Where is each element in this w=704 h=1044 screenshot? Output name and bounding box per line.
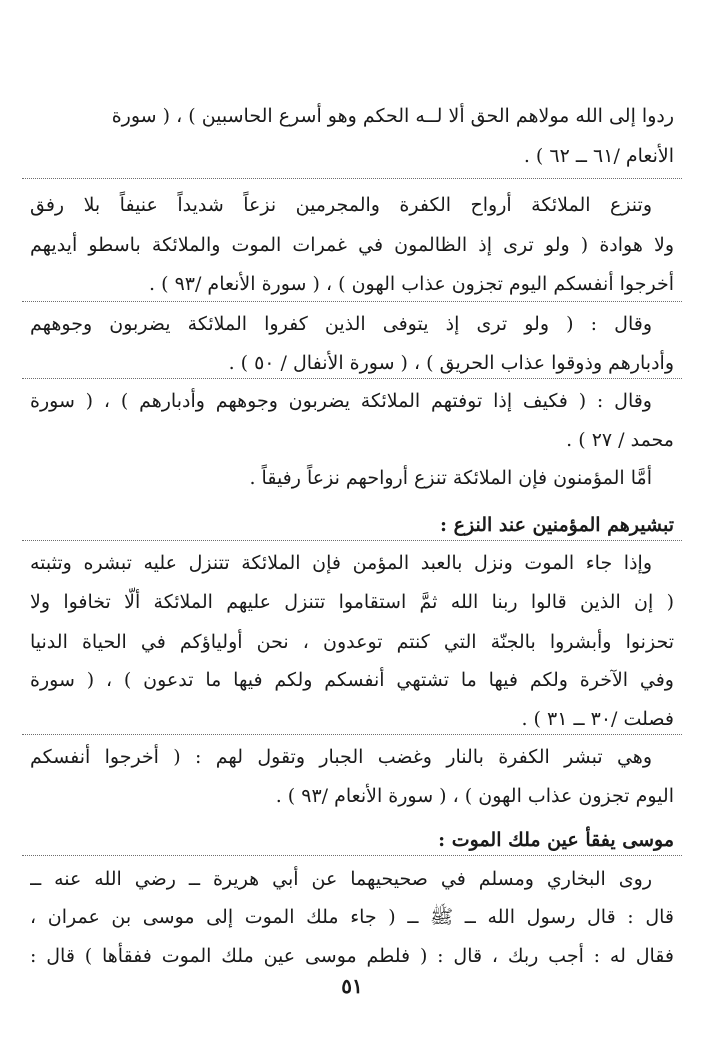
- text-line: وإذا جاء الموت ونزل بالعبد المؤمن فإن الملائكة تتنزل عليه تبشره وتثبته: [30, 552, 652, 574]
- text-line: وفي الآخرة ولكم فيها ما تشتهي أنفسكم ولكم فيها ما تدعون ) ، ( سورة: [30, 669, 674, 691]
- text-line: وهي تبشر الكفرة بالنار وغضب الجبار وتقول لهم : ( أخرجوا أنفسكم: [30, 746, 652, 768]
- text-line: اليوم تجزون عذاب الهون ) ، ( سورة الأنعام /٩٣ ) .: [275, 785, 674, 807]
- section-divider: [22, 540, 682, 541]
- text-line: ردوا إلى الله مولاهم الحق ألا لــه الحكم وهو أسرع الحاسبين ) ، ( سورة: [111, 105, 674, 127]
- text-line: قال : قال رسول الله ــ ﷺ ــ ( جاء ملك الموت إلى موسى بن عمران ،: [30, 906, 674, 928]
- section-heading: موسى يفقأ عين ملك الموت :: [438, 829, 674, 851]
- text-line: أخرجوا أنفسكم اليوم تجزون عذاب الهون ) ، ( سورة الأنعام /٩٣ ) .: [149, 273, 674, 295]
- text-line: وأدبارهم وذوقوا عذاب الحريق ) ، ( سورة الأنفال / ٥٠ ) .: [228, 352, 674, 374]
- section-divider: [22, 378, 682, 379]
- text-line: فصلت /٣٠ ــ ٣١ ) .: [521, 708, 674, 730]
- text-line: روى البخاري ومسلم في صحيحيهما عن أبي هريرة ــ رضي الله عنه ــ: [30, 868, 652, 890]
- text-line: وقال : ( ولو ترى إذ يتوفى الذين كفروا الملائكة يضربون وجوههم: [30, 313, 652, 335]
- section-divider: [22, 178, 682, 179]
- section-heading: تبشيرهم المؤمنين عند النزع :: [440, 514, 674, 536]
- section-divider: [22, 855, 682, 856]
- text-line: محمد / ٢٧ ) .: [566, 429, 674, 451]
- text-line: وتنزع الملائكة أرواح الكفرة والمجرمين نزعاً شديداً عنيفاً بلا رفق: [30, 194, 652, 216]
- text-line: وقال : ( فكيف إذا توفتهم الملائكة يضربون وجوههم وأدبارهم ) ، ( سورة: [30, 390, 652, 412]
- text-line: أمَّا المؤمنون فإن الملائكة تنزع أرواحهم نزعاً رفيقاً .: [249, 467, 652, 489]
- page-number: ٥١: [341, 974, 363, 998]
- text-line: الأنعام /٦١ ــ ٦٢ ) .: [523, 145, 674, 167]
- text-line: ولا هوادة ( ولو ترى إذ الظالمون في غمرات الموت والملائكة باسطو أيديهم: [30, 234, 674, 256]
- section-divider: [22, 301, 682, 302]
- text-line: فقال له : أجب ربك ، قال : ( فلطم موسى عين ملك الموت ففقأها ) قال :: [30, 945, 674, 967]
- text-line: ( إن الذين قالوا ربنا الله ثمَّ استقاموا تتنزل عليهم الملائكة ألّا تخافوا ولا: [30, 591, 674, 613]
- text-line: تحزنوا وأبشروا بالجنّة التي كنتم توعدون ، نحن أولياؤكم في الحياة الدنيا: [30, 631, 674, 653]
- section-divider: [22, 734, 682, 735]
